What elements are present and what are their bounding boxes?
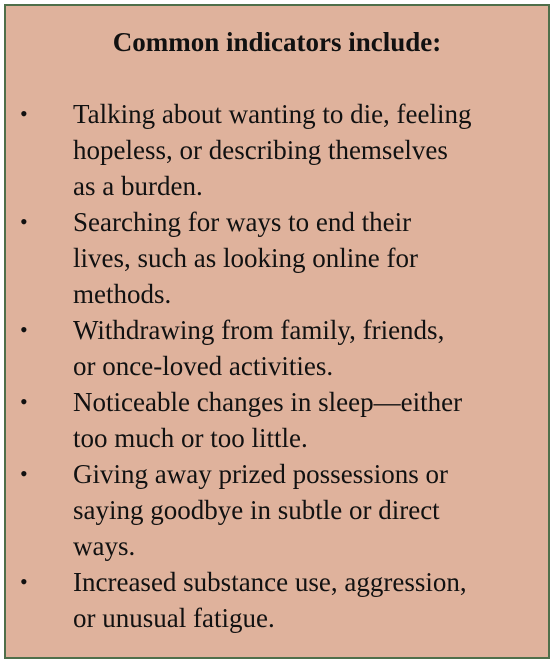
list-item-line: hopeless, or describing themselves (73, 135, 448, 165)
bullet-icon: • (20, 461, 28, 486)
list-item-line: too much or too little. (73, 423, 308, 453)
list-item-line: as a burden. (73, 171, 203, 201)
list-item (6, 96, 548, 204)
list-item-line: lives, such as looking online for (73, 243, 418, 273)
list-item (6, 456, 548, 564)
box-heading: Common indicators include: (112, 27, 442, 57)
indicators-list (6, 96, 548, 636)
list-item (6, 384, 548, 456)
list-item-line: saying goodbye in subtle or direct (73, 495, 440, 525)
list-item-line: ways. (73, 531, 136, 561)
bullet-icon: • (20, 389, 28, 414)
list-item-line: Withdrawing from family, friends, (73, 315, 445, 345)
bullet-icon: • (20, 101, 28, 126)
list-item-line: Searching for ways to end their (73, 207, 412, 237)
bullet-icon: • (20, 317, 28, 342)
list-item-line: or once-loved activities. (73, 351, 334, 381)
list-item-line: Talking about wanting to die, feeling (73, 99, 472, 129)
list-item-line: Increased substance use, aggression, (73, 567, 467, 597)
bullet-icon: • (20, 569, 28, 594)
list-item-line: methods. (73, 279, 172, 309)
indicators-box (4, 4, 550, 659)
list-item (6, 312, 548, 384)
bullet-icon: • (20, 209, 28, 234)
list-item (6, 564, 548, 636)
list-item-line: Noticeable changes in sleep—either (73, 387, 463, 417)
list-item (6, 204, 548, 312)
list-item-line: Giving away prized possessions or (73, 459, 448, 489)
list-item-line: or unusual fatigue. (73, 603, 275, 633)
